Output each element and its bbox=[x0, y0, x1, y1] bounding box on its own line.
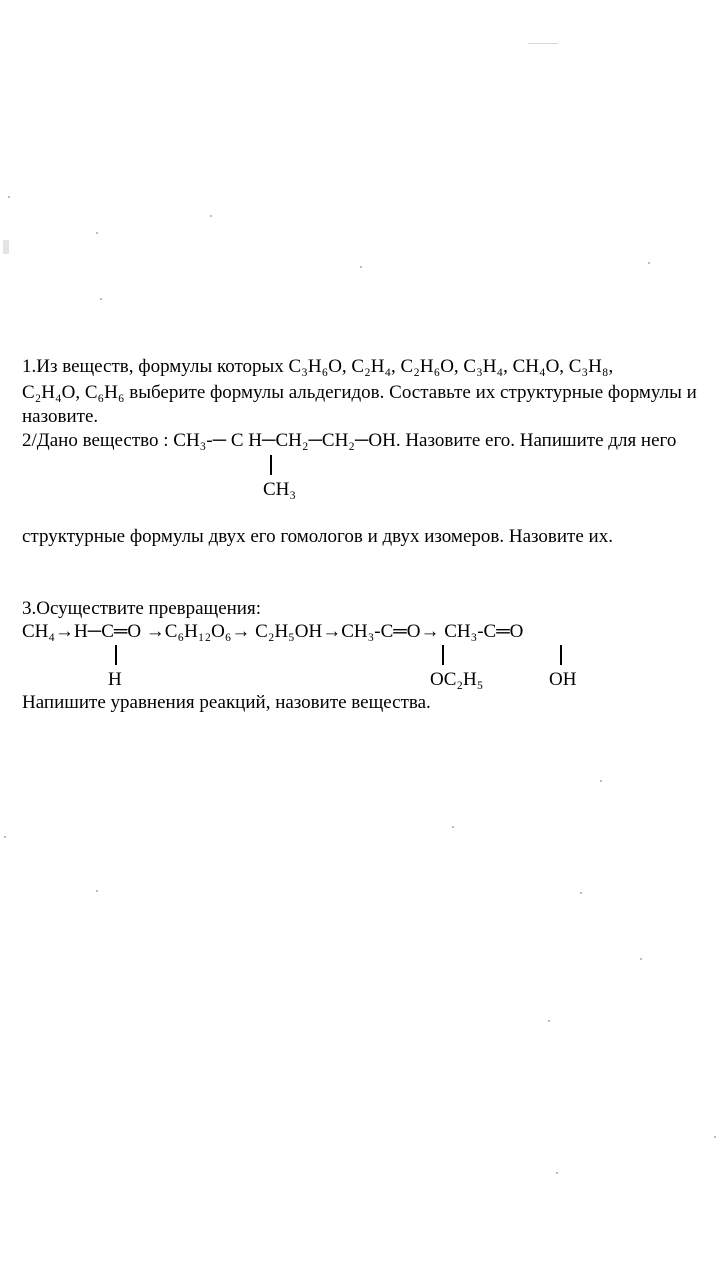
scan-speck bbox=[96, 890, 98, 892]
task2-line2: структурные формулы двух его гомологов и двух изомеров. Назовите их. bbox=[22, 526, 613, 547]
scan-speck bbox=[640, 958, 642, 960]
task2-formula-line: 2/Дано вещество : CH₃-─ C H─CH₂─CH₂─OH. Назовите его. Напишите для него bbox=[22, 430, 677, 451]
scan-speck bbox=[8, 196, 10, 198]
task3-substituent-oc2h5: OC₂H₅ bbox=[430, 669, 484, 690]
task1-line1: 1.Из веществ, формулы которых C₃H₆O, C₂H₄, C₂H₆O, C₃H₄, CH₄O, C₃H₈, bbox=[22, 356, 614, 377]
task3-substituent-h: H bbox=[108, 669, 122, 690]
scan-speck bbox=[100, 298, 102, 300]
task3-substituent-oh: OH bbox=[549, 669, 577, 690]
bond-vertical bbox=[115, 645, 117, 665]
scan-speck bbox=[96, 232, 98, 234]
task1-line3: назовите. bbox=[22, 406, 99, 427]
scan-mark bbox=[528, 43, 558, 44]
scan-speck bbox=[360, 266, 362, 268]
scan-speck bbox=[210, 215, 212, 217]
scan-speck bbox=[600, 780, 602, 782]
bond-vertical bbox=[560, 645, 562, 665]
bond-vertical bbox=[442, 645, 444, 665]
task3-reaction-chain: CH₄→H─C═O →C₆H₁₂O₆→ C₂H₅OH→CH₃-C═O→ CH₃-C═O bbox=[22, 621, 524, 642]
scan-speck bbox=[3, 240, 9, 254]
scan-speck bbox=[4, 836, 6, 838]
scan-speck bbox=[548, 1020, 550, 1022]
scan-speck bbox=[452, 826, 454, 828]
scan-speck bbox=[580, 892, 582, 894]
task3-instruction: Напишите уравнения реакций, назовите вещества. bbox=[22, 692, 431, 713]
task3-heading: 3.Осуществите превращения: bbox=[22, 598, 261, 619]
task1-line2: C₂H₄O, C₆H₆ выберите формулы альдегидов. Составьте их структурные формулы и bbox=[22, 382, 697, 403]
bond-vertical bbox=[270, 455, 272, 475]
scan-speck bbox=[714, 1136, 716, 1138]
scan-speck bbox=[556, 1172, 558, 1174]
scan-speck bbox=[648, 262, 650, 264]
task2-branch-group: CH₃ bbox=[263, 479, 297, 500]
